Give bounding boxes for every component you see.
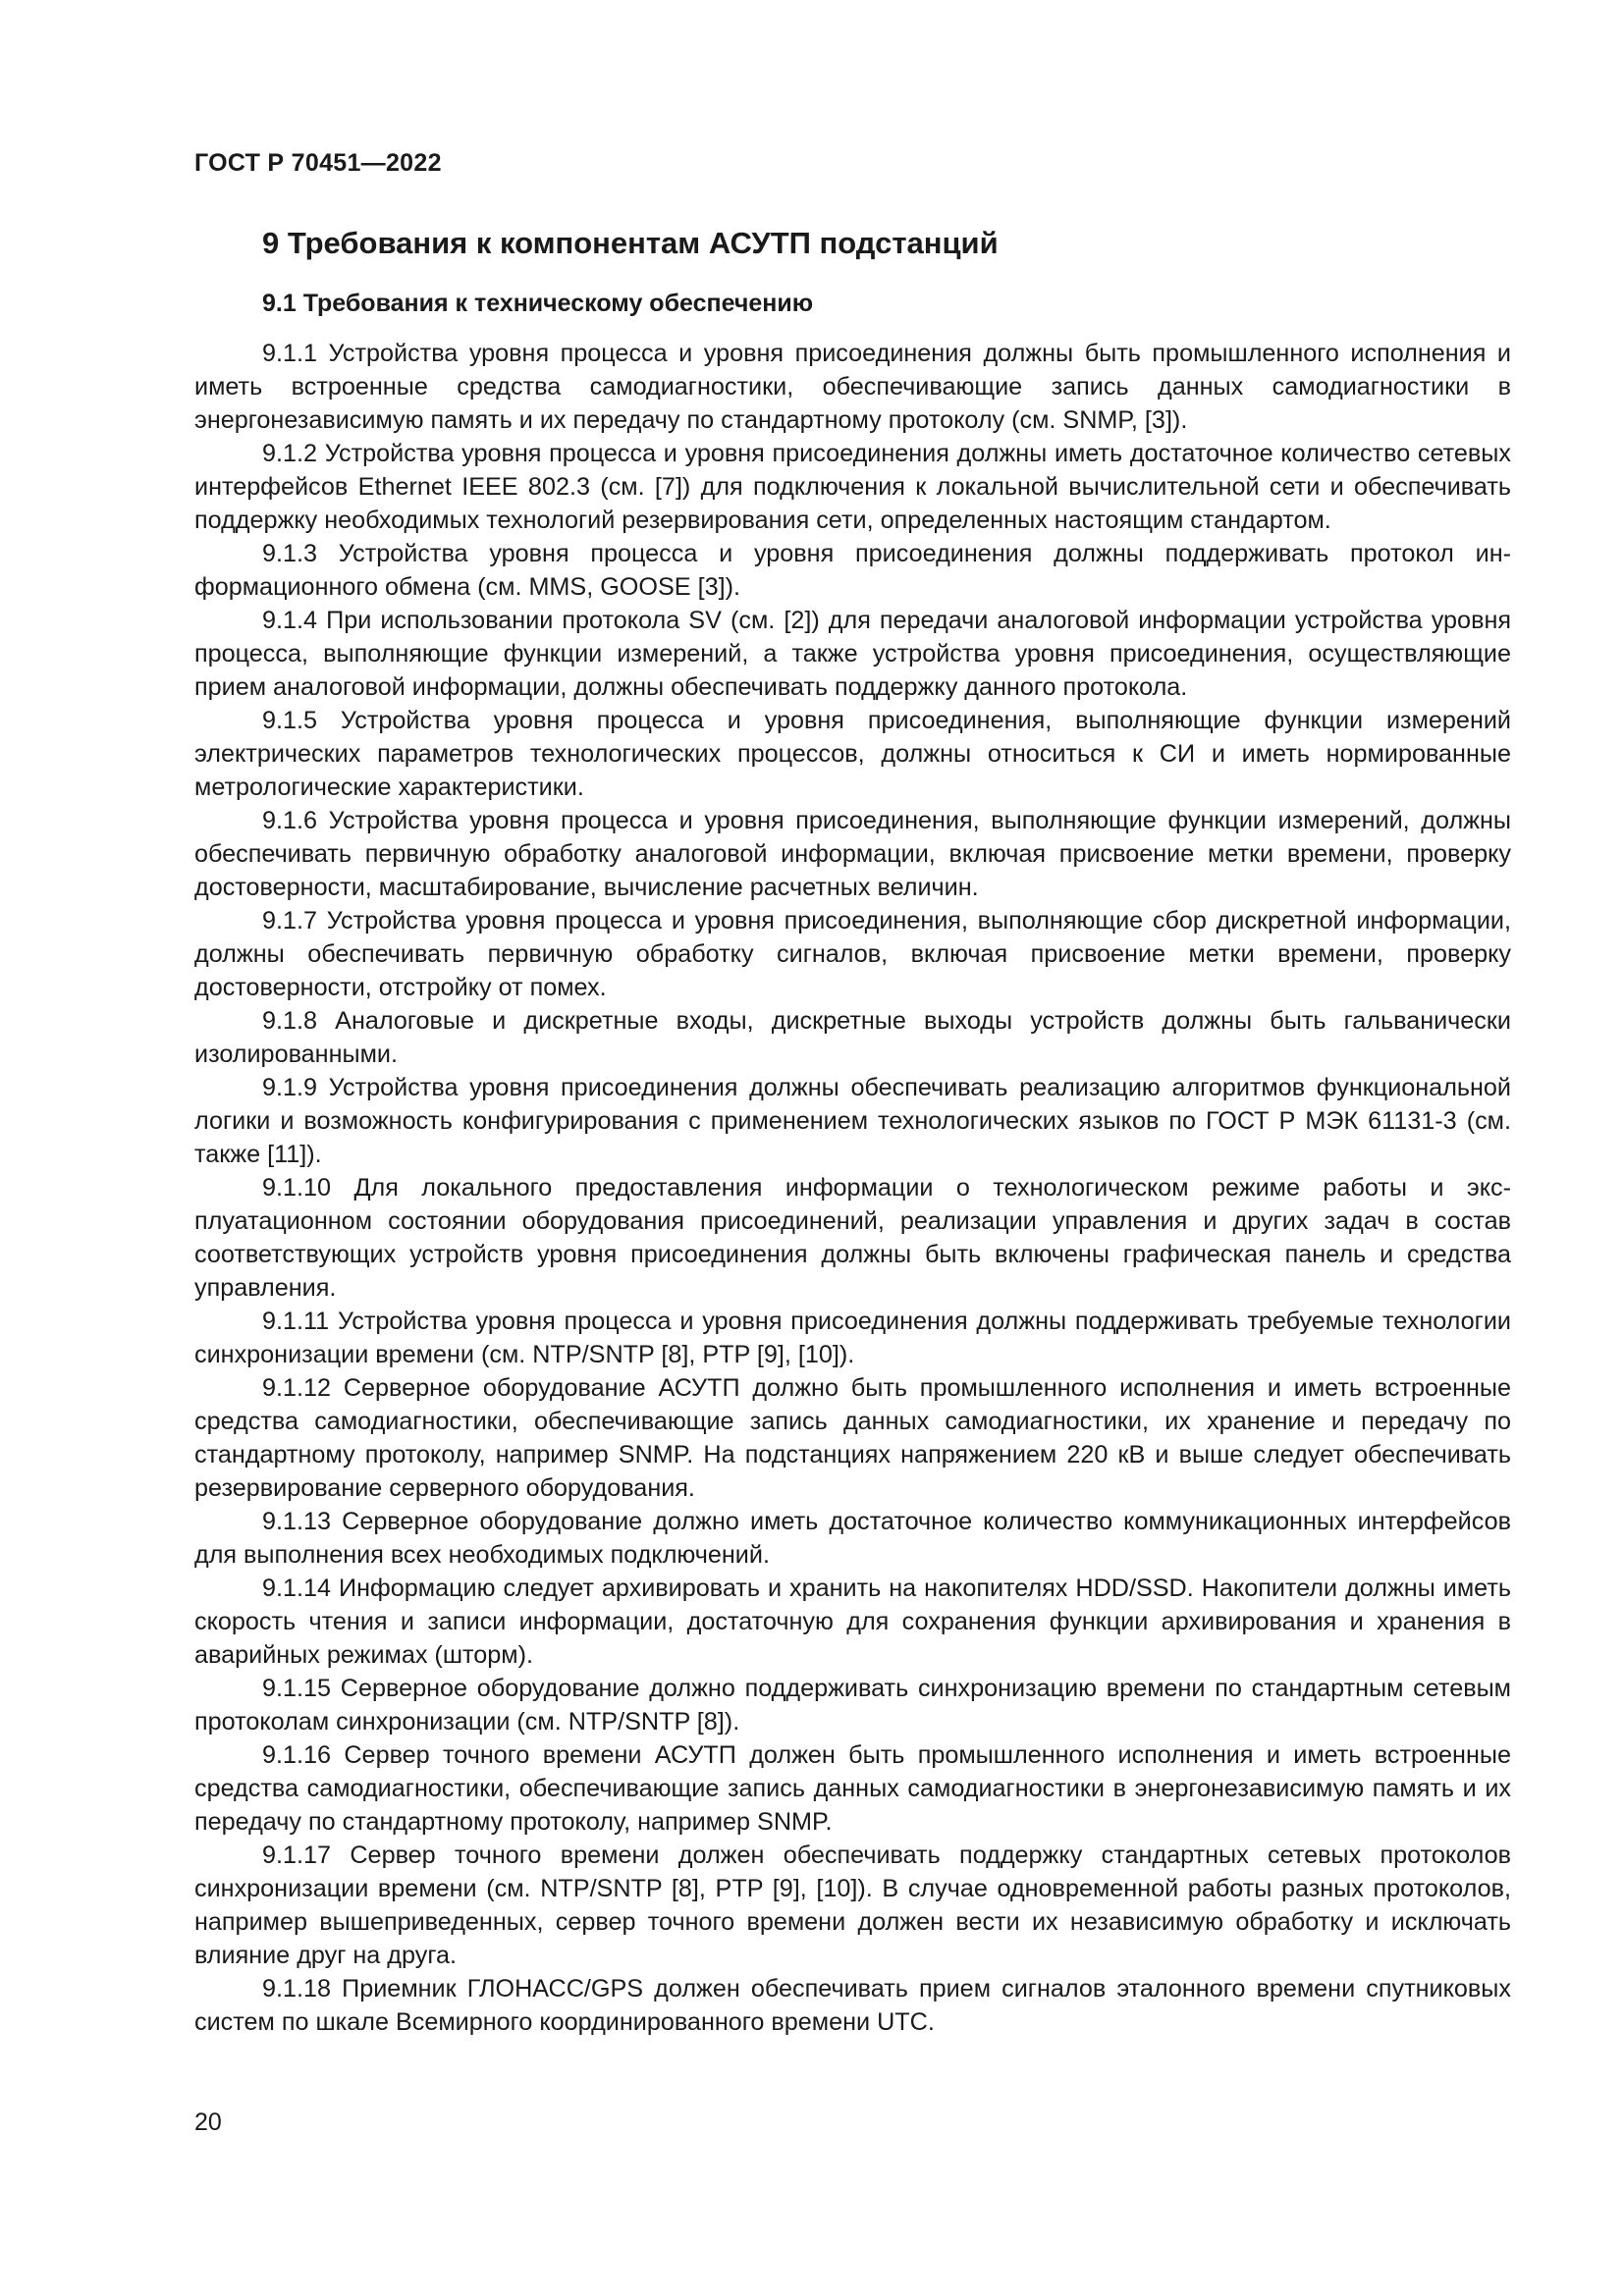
paragraph-9-1-9: 9.1.9 Устройства уровня присоединения должны обеспечивать реализацию алгоритмов функциональной логики и возможность конфигурирования с применением технологических языков по ГОСТ Р МЭК 61131-3 (см. также [11]).	[194, 1074, 1511, 1168]
paragraph-9-1-10: 9.1.10 Для локального предоставления информации о технологическом режиме работы и эксплуатационном состоянии оборудования присоединений, реализации управления и других задач в состав соответствующих устройств уровня присоединения должны быть включены графическая панель и средства управления.	[194, 1174, 1511, 1302]
paragraph-9-1-8: 9.1.8 Аналоговые и дискретные входы, дискретные выходы устройств должны быть гальванически изолированными.	[194, 1007, 1511, 1068]
paragraph-9-1-16: 9.1.16 Сервер точного времени АСУТП должен быть промышленного исполнения и иметь встроенные средства самодиагностики, обеспечивающие запись данных самодиагностики в энергонезависимую память и их передачу по стандартному протоколу, например SNMP.	[194, 1741, 1511, 1836]
paragraph-9-1-3: 9.1.3 Устройства уровня процесса и уровня присоединения должны поддерживать протокол информационного обмена (см. MMS, GOOSE [3]).	[194, 540, 1511, 601]
standard-code-header: ГОСТ Р 70451—2022	[194, 149, 442, 177]
paragraph-9-1-12: 9.1.12 Серверное оборудование АСУТП должно быть промышленного исполнения и иметь встроенные средства самодиагностики, обеспечивающие запись данных самодиагностики, их хранение и передачу по стандартному протоколу, например SNMP. На подстанциях напряжением 220 кВ и выше следует обеспечивать резервирование серверного оборудования.	[194, 1374, 1511, 1502]
subsection-title: 9.1 Требования к техническому обеспечению	[262, 290, 814, 317]
page-number: 20	[194, 2109, 222, 2136]
body-text	[194, 337, 1511, 2039]
paragraph-9-1-13: 9.1.13 Серверное оборудование должно иметь достаточное количество коммуникационных интерфейсов для выполнения всех необходимых подключений.	[194, 1508, 1511, 1569]
paragraph-9-1-15: 9.1.15 Серверное оборудование должно поддерживать синхронизацию времени по стандартным сетевым протоколам синхронизации (см. NTP/SNTP [8]).	[194, 1675, 1511, 1735]
paragraph-9-1-17: 9.1.17 Сервер точного времени должен обеспечивать поддержку стандартных сетевых протоколов синхронизации времени (см. NTP/SNTP [8], PTP [9], [10]). В случае одновременной работы разных протоколов, например вышеприведенных, сервер точного времени должен вести их независимую обработку и исключать влияние друг на друга.	[194, 1842, 1511, 1969]
paragraph-9-1-7: 9.1.7 Устройства уровня процесса и уровня присоединения, выполняющие сбор дискретной информации, должны обеспечивать первичную обработку сигналов, включая присвоение метки времени, проверку достоверности, отстройку от помех.	[194, 907, 1511, 1001]
paragraph-9-1-2: 9.1.2 Устройства уровня процесса и уровня присоединения должны иметь достаточное количество сетевых интерфейсов Ethernet IEEE 802.3 (см. [7]) для подключения к локальной вычислительной сети и обеспечивать поддержку необходимых технологий резервирования сети, определенных настоящим стандартом.	[194, 440, 1511, 534]
paragraph-9-1-11: 9.1.11 Устройства уровня процесса и уровня присоединения должны поддерживать требуемые технологии синхронизации времени (см. NTP/SNTP [8], PTP [9], [10]).	[194, 1308, 1511, 1368]
paragraph-9-1-6: 9.1.6 Устройства уровня процесса и уровня присоединения, выполняющие функции измерений, должны обеспечивать первичную обработку аналоговой информации, включая присвоение метки времени, проверку достоверности, масштабирование, вычисление расчетных величин.	[194, 807, 1511, 901]
paragraph-9-1-4: 9.1.4 При использовании протокола SV (см. [2]) для передачи аналоговой информации устройства уровня процесса, выполняющие функции измерений, а также устройства уровня присоединения, осуществляющие прием аналоговой информации, должны обеспечивать поддержку данного протокола.	[194, 607, 1511, 701]
paragraph-9-1-1: 9.1.1 Устройства уровня процесса и уровня присоединения должны быть промышленного исполнения и иметь встроенные средства самодиагностики, обеспечивающие запись данных самодиагностики в энергонезависимую память и их передачу по стандартному протоколу (см. SNMP, [3]).	[194, 340, 1511, 434]
paragraph-9-1-14: 9.1.14 Информацию следует архивировать и хранить на накопителях HDD/SSD. Накопители должны иметь скорость чтения и записи информации, достаточную для сохранения функции архивирования и хранения в аварийных режимах (шторм).	[194, 1575, 1511, 1669]
paragraph-9-1-18: 9.1.18 Приемник ГЛОНАСС/GPS должен обеспечивать прием сигналов эталонного времени спутниковых систем по шкале Всемирного координированного времени UTC.	[194, 1975, 1511, 2036]
section-title: 9 Требования к компонентам АСУТП подстанций	[262, 226, 999, 260]
paragraph-9-1-5: 9.1.5 Устройства уровня процесса и уровня присоединения, выполняющие функции измерений электрических параметров технологических процессов, должны относиться к СИ и иметь нормированные метрологические характеристики.	[194, 707, 1511, 801]
